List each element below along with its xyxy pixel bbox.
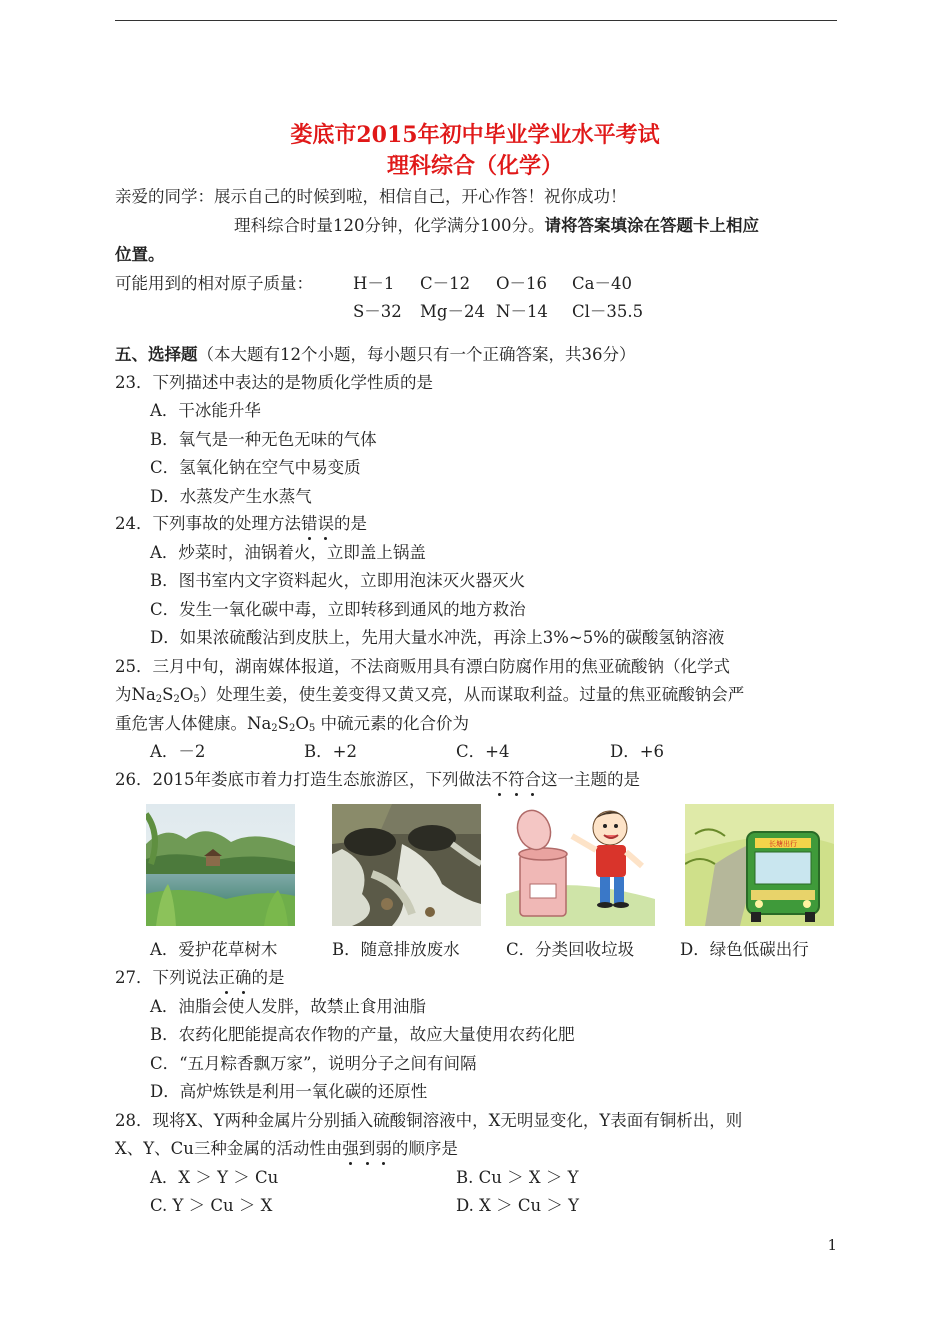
- atomic-s: S－32: [353, 302, 402, 321]
- q23-option-b: B．氧气是一种无色无味的气体: [150, 430, 377, 449]
- q26-option-b: B．随意排放废水: [332, 940, 460, 959]
- notice-bold: 请将答案填涂在答题卡上相应: [544, 216, 759, 235]
- emphasis-char: 到: [358, 1139, 376, 1158]
- emphasis-char: 强: [342, 1139, 359, 1158]
- subscript: 5: [308, 723, 316, 734]
- q25-option-b: B．+2: [304, 742, 357, 761]
- q25-line2: [115, 684, 744, 711]
- q25-line1: 25．三月中旬，湖南媒体报道，不法商贩用具有漂白防腐作用的焦亚硫酸钠（化学式: [115, 657, 730, 676]
- atomic-h: H－1: [353, 274, 395, 293]
- q23-option-c: C．氢氧化钠在空气中易变质: [150, 458, 361, 477]
- q25-text: O: [179, 685, 194, 704]
- q24-stem-a: 24．下列事故的处理方法: [115, 514, 301, 533]
- q24-stem-b: 的是: [334, 514, 367, 533]
- atomic-cl: Cl－35.5: [572, 302, 644, 321]
- wastewater-image: [332, 804, 481, 926]
- q28-option-b: B. Cu ＞ X ＞ Y: [456, 1168, 579, 1187]
- emphasis-char: 合: [524, 770, 541, 789]
- section-heading: [115, 344, 636, 366]
- greeting: 亲爱的同学：展示自己的时候到啦，相信自己，开心作答！祝你成功！: [115, 187, 627, 206]
- subscript: 2: [173, 694, 180, 705]
- q28-option-d: D. X ＞ Cu ＞ Y: [456, 1196, 580, 1215]
- q25-text: O: [295, 714, 309, 733]
- q27-option-d: D．高炉炼铁是利用一氧化碳的还原性: [150, 1082, 428, 1101]
- q24-option-c: C．发生一氧化碳中毒，立即转移到通风的地方救治: [150, 600, 526, 619]
- emphasis-char: 错: [301, 514, 318, 533]
- q25-line3: [115, 713, 469, 740]
- q25-text: 中硫元素的化合价为: [315, 714, 469, 733]
- green-bus-image: [685, 804, 834, 926]
- q24-option-d: D．如果浓硫酸沾到皮肤上，先用大量水冲洗，再涂上3%~5%的碳酸氢钠溶液: [150, 628, 725, 647]
- q25-text: 为Na: [115, 685, 156, 704]
- q27-option-a: A．油脂会使人发胖，故禁止食用油脂: [150, 997, 426, 1016]
- section-desc: （本大题有12个小题，每小题只有一个正确答案，共36分）: [197, 345, 636, 364]
- notice-normal: 理科综合时量120分钟，化学满分100分。: [234, 216, 545, 235]
- q27-option-c: C．“五月粽香飘万家”，说明分子之间有间隔: [150, 1054, 477, 1073]
- atomic-c: C－12: [420, 274, 471, 293]
- q26-option-a: A．爱护花草树木: [150, 940, 278, 959]
- subscript: 2: [271, 723, 278, 734]
- exam-notice: [234, 215, 759, 237]
- q24-stem: [115, 513, 367, 535]
- q25-option-d: D．+6: [610, 742, 665, 761]
- q25-option-a: A．－2: [150, 742, 206, 761]
- q25-text: S: [162, 685, 174, 704]
- emphasis-char: 弱: [375, 1139, 392, 1158]
- q23-option-d: D．水蒸发产生水蒸气: [150, 487, 312, 506]
- bus-sign-text: 长塘出行: [769, 840, 797, 848]
- q28-text: X、Y、Cu三种金属的活动性由: [115, 1139, 343, 1158]
- q27-stem: [115, 967, 285, 989]
- q26-stem-a: 26．2015年娄底市着力打造生态旅游区，下列做法: [115, 770, 492, 789]
- q24-option-a: A．炒菜时，油锅着火，立即盖上锅盖: [150, 543, 426, 562]
- emphasis-char: 确: [235, 968, 252, 987]
- q28-text: 的顺序是: [391, 1139, 458, 1158]
- subscript: 2: [155, 694, 163, 705]
- atomic-mass-label: 可能用到的相对原子质量：: [115, 274, 313, 293]
- q25-text: ）处理生姜，使生姜变得又黄又亮，从而谋取利益。过量的焦亚硫酸钠会严: [199, 685, 745, 704]
- q24-option-b: B．图书室内文字资料起火，立即用泡沫灭火器灭火: [150, 571, 526, 590]
- q25-text: 重危害人体健康。Na: [115, 714, 272, 733]
- q26-stem: [115, 769, 640, 791]
- q26-option-c: C．分类回收垃圾: [506, 940, 635, 959]
- q28-option-a: A．X ＞ Y ＞ Cu: [150, 1168, 279, 1187]
- garbage-sorting-image: [506, 804, 655, 926]
- subscript: 5: [193, 694, 200, 705]
- emphasis-char: 正: [218, 968, 235, 987]
- emphasis-char: 符: [508, 770, 525, 789]
- header-rule: [115, 20, 837, 21]
- atomic-o: O－16: [496, 274, 548, 293]
- q27-stem-b: 的是: [251, 968, 285, 987]
- page-number: 1: [827, 1236, 837, 1254]
- emphasis-char: 不: [491, 770, 508, 789]
- emphasis-char: 误: [317, 514, 334, 533]
- q25-option-c: C．+4: [456, 742, 510, 761]
- notice-bold-2: 位置。: [115, 245, 165, 264]
- exam-title: 娄底市2015年初中毕业学业水平考试: [290, 122, 660, 148]
- q26-option-d: D．绿色低碳出行: [680, 940, 809, 959]
- q23-stem: 23．下列描述中表达的是物质化学性质的是: [115, 373, 433, 392]
- q27-option-b: B．农药化肥能提高农作物的产量，故应大量使用农药化肥: [150, 1025, 575, 1044]
- q28-line2: [115, 1138, 458, 1160]
- atomic-ca: Ca－40: [572, 274, 632, 293]
- q25-text: S: [277, 714, 289, 733]
- atomic-mg: Mg－24: [420, 302, 485, 321]
- section-title: 五、选择题: [115, 345, 198, 364]
- q28-line1: 28．现将X、Y两种金属片分别插入硫酸铜溶液中，X无明显变化，Y表面有铜析出，则: [115, 1111, 743, 1130]
- park-lake-image: [146, 804, 295, 926]
- q26-stem-b: 这一主题的是: [541, 770, 640, 789]
- notice-continued: [115, 244, 165, 266]
- subscript: 2: [288, 723, 296, 734]
- q23-option-a: A．干冰能升华: [150, 401, 261, 420]
- atomic-n: N－14: [496, 302, 548, 321]
- q27-stem-a: 27．下列说法: [115, 968, 219, 987]
- exam-subtitle: 理科综合（化学）: [386, 153, 563, 179]
- q28-option-c: C. Y ＞ Cu ＞ X: [150, 1196, 273, 1215]
